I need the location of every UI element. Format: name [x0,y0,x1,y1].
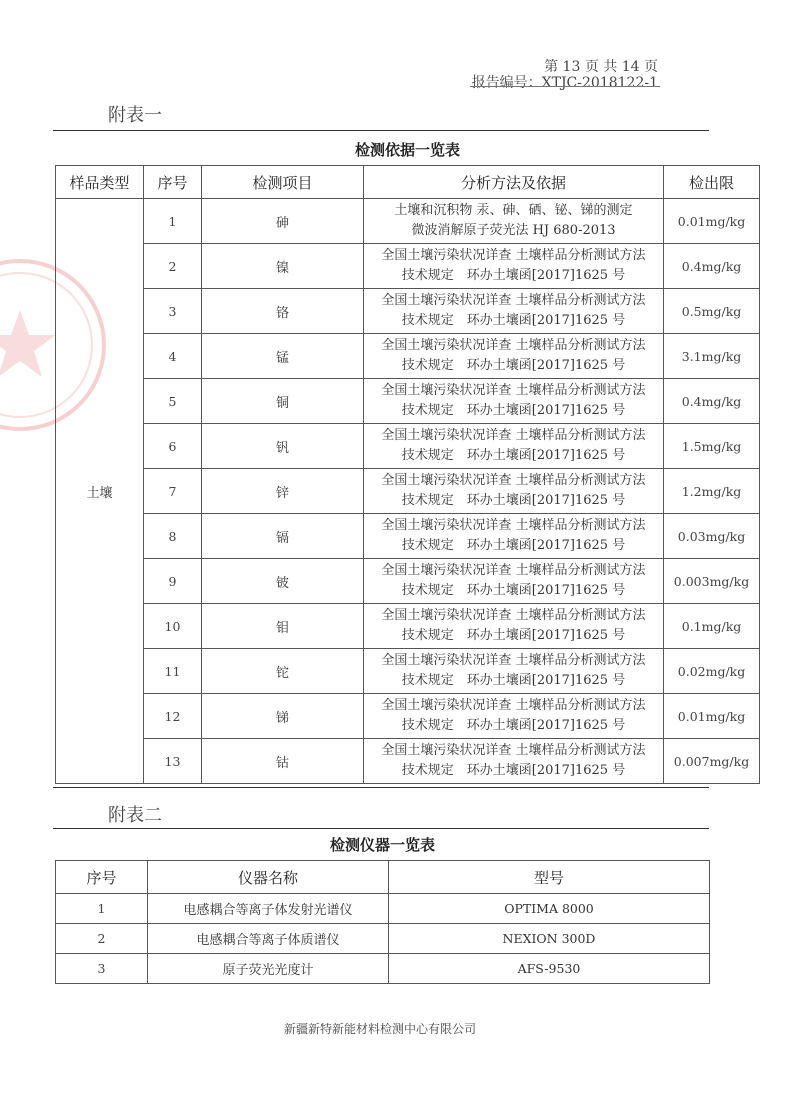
method-line: 全国土壤污染状况详查 土壤样品分析测试方法 [381,338,646,353]
detection-basis-caption: 检测依据一览表 [56,133,760,166]
test-item: 铜 [202,379,364,424]
detection-limit: 1.2mg/kg [664,469,760,514]
method-line: 技术规定 环办土壤函[2017]1625 号 [401,403,626,418]
column-header: 检测项目 [202,166,364,199]
method-line: 土壤和沉积物 汞、砷、硒、铋、锑的测定 [394,203,633,218]
method-line: 技术规定 环办土壤函[2017]1625 号 [401,358,626,373]
header-rule [470,86,660,87]
detection-limit: 0.4mg/kg [664,379,760,424]
method-cell [364,469,664,514]
test-item: 钴 [202,739,364,784]
row-number: 4 [144,334,202,379]
test-item: 锌 [202,469,364,514]
method-line: 技术规定 环办土壤函[2017]1625 号 [401,313,626,328]
table-header-row [56,166,760,199]
test-item: 钼 [202,604,364,649]
column-header: 样品类型 [56,166,144,199]
table-row [56,739,760,784]
table-row [56,514,760,559]
row-number: 7 [144,469,202,514]
method-line: 全国土壤污染状况详查 土壤样品分析测试方法 [381,518,646,533]
page-number: 第 13 页 共 14 页 [544,59,658,75]
method-line: 全国土壤污染状况详查 土壤样品分析测试方法 [381,248,646,263]
row-number: 9 [144,559,202,604]
method-line: 技术规定 环办土壤函[2017]1625 号 [401,673,626,688]
method-line: 技术规定 环办土壤函[2017]1625 号 [401,718,626,733]
detection-limit: 0.1mg/kg [664,604,760,649]
method-line: 技术规定 环办土壤函[2017]1625 号 [401,763,626,778]
detection-limit: 0.5mg/kg [664,289,760,334]
method-cell [364,424,664,469]
method-cell [364,559,664,604]
row-number: 13 [144,739,202,784]
method-line: 技术规定 环办土壤函[2017]1625 号 [401,583,626,598]
instrument-model: NEXION 300D [389,924,710,954]
column-header: 序号 [144,166,202,199]
row-number: 8 [144,514,202,559]
detection-limit: 3.1mg/kg [664,334,760,379]
test-item: 锑 [202,694,364,739]
detection-limit: 0.01mg/kg [664,199,760,244]
method-cell [364,604,664,649]
test-item: 铬 [202,289,364,334]
detection-limit: 0.003mg/kg [664,559,760,604]
method-cell [364,199,664,244]
instrument-model: OPTIMA 8000 [389,894,710,924]
table-row [56,199,760,244]
report-number: 报告编号：XTJC-2018122-1 [471,75,658,91]
table-row [56,379,760,424]
detection-limit: 0.4mg/kg [664,244,760,289]
table-row [56,289,760,334]
method-line: 全国土壤污染状况详查 土壤样品分析测试方法 [381,563,646,578]
detection-limit: 0.007mg/kg [664,739,760,784]
appendix1-label: 附表一 [108,105,162,126]
footer-organization: 新疆新特新能材料检测中心有限公司 [283,1022,476,1036]
test-item: 锰 [202,334,364,379]
detection-limit: 1.5mg/kg [664,424,760,469]
table-row [56,559,760,604]
detection-limit: 0.02mg/kg [664,649,760,694]
method-line: 技术规定 环办土壤函[2017]1625 号 [401,448,626,463]
row-number: 3 [144,289,202,334]
method-line: 全国土壤污染状况详查 土壤样品分析测试方法 [381,383,646,398]
table-row [56,894,710,924]
test-item: 铍 [202,559,364,604]
column-header: 序号 [56,861,148,894]
table-row [56,469,760,514]
table-row [56,604,760,649]
test-item: 镍 [202,244,364,289]
table-row [56,649,760,694]
table-row [56,954,710,984]
row-number: 6 [144,424,202,469]
instrument-name: 电感耦合等离子体发射光谱仪 [148,894,389,924]
method-line: 全国土壤污染状况详查 土壤样品分析测试方法 [381,473,646,488]
row-number: 1 [56,894,148,924]
table-row [56,924,710,954]
row-number: 11 [144,649,202,694]
row-number: 2 [144,244,202,289]
sample-type-cell: 土壤 [56,199,144,784]
instrument-model: AFS-9530 [389,954,710,984]
table-row [56,334,760,379]
table-header-row [56,861,710,894]
column-header: 型号 [389,861,710,894]
row-number: 5 [144,379,202,424]
row-number: 2 [56,924,148,954]
appendix1-bottom-rule [53,787,709,788]
column-header: 检出限 [664,166,760,199]
row-number: 12 [144,694,202,739]
table-row [56,244,760,289]
column-header: 分析方法及依据 [364,166,664,199]
test-item: 钒 [202,424,364,469]
method-line: 全国土壤污染状况详查 土壤样品分析测试方法 [381,653,646,668]
method-line: 技术规定 环办土壤函[2017]1625 号 [401,493,626,508]
detection-limit: 0.03mg/kg [664,514,760,559]
column-header: 仪器名称 [148,861,389,894]
detection-basis-table [55,133,760,784]
appendix2-label: 附表二 [108,805,162,826]
row-number: 1 [144,199,202,244]
method-line: 微波消解原子荧光法 HJ 680-2013 [411,223,616,238]
method-cell [364,514,664,559]
method-cell [364,379,664,424]
row-number: 10 [144,604,202,649]
method-line: 技术规定 环办土壤函[2017]1625 号 [401,628,626,643]
method-line: 全国土壤污染状况详查 土壤样品分析测试方法 [381,608,646,623]
method-line: 技术规定 环办土壤函[2017]1625 号 [401,268,626,283]
method-line: 全国土壤污染状况详查 土壤样品分析测试方法 [381,743,646,758]
method-cell [364,334,664,379]
row-number: 3 [56,954,148,984]
method-line: 技术规定 环办土壤函[2017]1625 号 [401,538,626,553]
instrument-name: 电感耦合等离子体质谱仪 [148,924,389,954]
appendix1-top-rule [53,130,709,131]
test-item: 砷 [202,199,364,244]
method-line: 全国土壤污染状况详查 土壤样品分析测试方法 [381,428,646,443]
instrument-caption: 检测仪器一览表 [56,828,710,861]
method-cell [364,289,664,334]
detection-limit: 0.01mg/kg [664,694,760,739]
method-cell [364,739,664,784]
test-item: 铊 [202,649,364,694]
method-line: 全国土壤污染状况详查 土壤样品分析测试方法 [381,293,646,308]
table-row [56,694,760,739]
table-row [56,424,760,469]
instrument-table [55,828,710,984]
method-cell [364,649,664,694]
method-cell [364,244,664,289]
method-cell [364,694,664,739]
method-line: 全国土壤污染状况详查 土壤样品分析测试方法 [381,698,646,713]
instrument-name: 原子荧光光度计 [148,954,389,984]
test-item: 镉 [202,514,364,559]
